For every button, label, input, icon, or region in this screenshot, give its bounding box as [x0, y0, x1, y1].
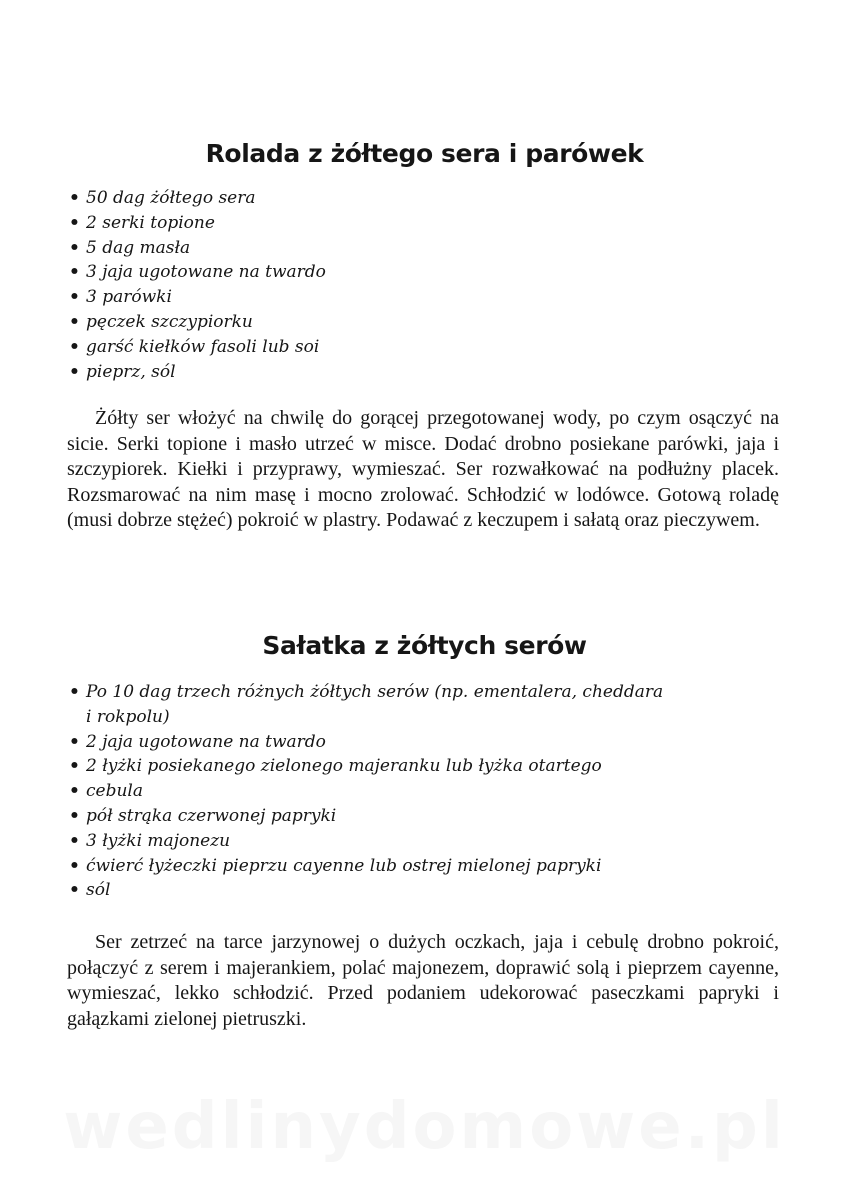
ingredient-item: • ćwierć łyżeczki pieprzu cayenne lub ostrej mielonej papryki [68, 854, 666, 879]
ingredient-item: • 3 łyżki majonezu [68, 829, 666, 854]
bullet-icon: • [69, 756, 80, 777]
ingredient-item: • sól [68, 878, 666, 903]
bullet-icon: • [69, 830, 80, 851]
ingredient-item: • cebula [68, 779, 666, 804]
ingredient-item: • Po 10 dag trzech różnych żółtych serów (np. ementalera, cheddara i rokpolu) [69, 682, 664, 727]
bullet-icon: • [69, 212, 80, 233]
bullet-icon: • [69, 336, 80, 357]
ingredient-item: • garść kiełków fasoli lub soi [68, 335, 326, 360]
bullet-icon: • [69, 731, 80, 752]
ingredient-item: • 50 dag żółtego sera [68, 186, 326, 211]
bullet-icon: • [69, 361, 80, 382]
bullet-icon: • [69, 188, 80, 208]
ingredient-item: • 2 serki topione [68, 211, 326, 236]
ingredient-item: • 2 jaja ugotowane na twardo [68, 730, 666, 755]
bullet-icon: • [69, 855, 80, 876]
bullet-icon: • [69, 880, 80, 901]
bullet-icon: • [69, 311, 80, 332]
recipe-title: Rolada z żółtego sera i parówek [205, 139, 644, 168]
bullet-icon: • [69, 262, 80, 283]
ingredient-item: • 3 parówki [68, 285, 326, 310]
ingredient-item: • 5 dag masła [68, 236, 326, 261]
recipe-title: Sałatka z żółtych serów [262, 631, 587, 660]
ingredient-list [68, 680, 666, 903]
bullet-icon: • [69, 682, 80, 702]
bullet-icon: • [69, 287, 80, 308]
recipe-instructions: Żółty ser włożyć na chwilę do gorącej przegotowanej wody, po czym osączyć na sicie. Serki topione i masło utrzeć w misce. Dodać drobno posiekane parówki, jaja i szczypiorek. Kiełki i przyprawy, wymieszać. Ser rozwałkować na podłużny placek. Rozsmarować na nim masę i mocno zrolować. Schłodzić w lodówce. Gotową roladę (musi dobrze stężeć) pokroić w plastry. Podawać z keczupem i sałatą oraz pieczywem. [67, 407, 779, 532]
ingredient-list [68, 186, 326, 384]
recipe-instructions: Ser zetrzeć na tarce jarzynowej o dużych oczkach, jaja i cebulę drobno pokroić, połączyć z serem i majerankiem, polać majonezem, doprawić solą i pieprzem cayenne, wymieszać, lekko schłodzić. Przed podaniem udekorować paseczkami papryki i gałązkami zielonej pietruszki. [67, 931, 779, 1030]
watermark: wedlinydomowe.pl [63, 1090, 786, 1164]
ingredient-item: • pół strąka czerwonej papryki [68, 804, 666, 829]
bullet-icon: • [69, 805, 80, 826]
bullet-icon: • [69, 781, 80, 802]
ingredient-item: • pieprz, sól [68, 360, 326, 385]
ingredient-item: • 3 jaja ugotowane na twardo [68, 260, 326, 285]
ingredient-item: • pęczek szczypiorku [68, 310, 326, 335]
ingredient-item: • 2 łyżki posiekanego zielonego majeranku lub łyżka otartego [68, 754, 666, 779]
bullet-icon: • [69, 237, 80, 258]
